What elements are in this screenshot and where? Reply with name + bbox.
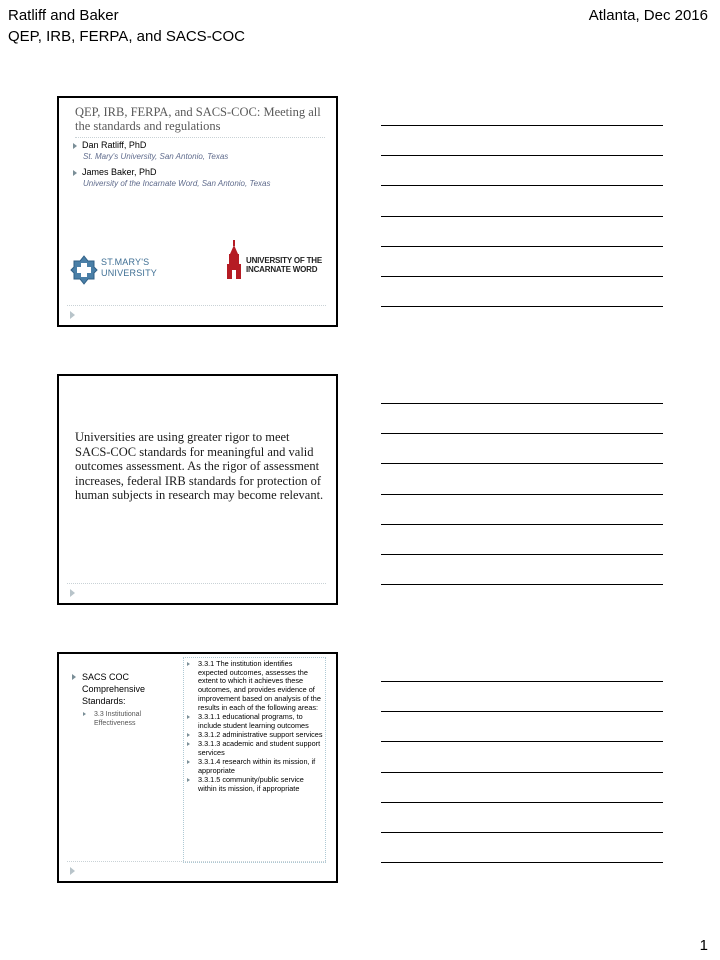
note-line xyxy=(381,772,663,773)
note-line xyxy=(381,276,663,277)
bullet-arrow-icon xyxy=(73,143,77,149)
note-line xyxy=(381,741,663,742)
st-marys-seal-icon xyxy=(70,255,98,285)
note-line xyxy=(381,306,663,307)
slide-1-title: QEP, IRB, FERPA, and SACS-COC: Meeting all the standards and regulations xyxy=(75,105,325,138)
author-affiliation: St. Mary's University, San Antonio, Texas xyxy=(83,152,229,161)
standards-heading-list xyxy=(72,671,177,728)
list-item: 3.3.1.3 academic and student support services xyxy=(186,740,323,757)
note-line xyxy=(381,862,663,863)
uiw-tower-icon xyxy=(224,240,244,280)
slide-footer-divider xyxy=(67,583,326,584)
slide-footer-arrow-icon xyxy=(70,867,75,875)
header-date: Atlanta, Dec 2016 xyxy=(588,7,708,24)
note-line xyxy=(381,802,663,803)
note-line xyxy=(381,246,663,247)
note-line xyxy=(381,681,663,682)
note-line xyxy=(381,524,663,525)
list-item: 3.3.1 The institution identifies expected outcomes, assesses the extent to which it achieves these outcomes, and provides evidence of improvement based on analysis of the results in each of the following areas: xyxy=(186,660,323,712)
slide-footer-divider xyxy=(67,305,326,306)
standards-detail-box xyxy=(183,657,326,863)
header-subtitle: QEP, IRB, FERPA, and SACS-COC xyxy=(8,28,246,45)
author-name: Dan Ratliff, PhD xyxy=(73,140,328,151)
st-marys-line1: ST.MARY'S xyxy=(101,257,150,267)
slide-2 xyxy=(57,374,338,605)
bullet-arrow-icon xyxy=(187,733,190,737)
uiw-logo xyxy=(224,240,334,280)
bullet-arrow-icon xyxy=(187,778,190,782)
note-line xyxy=(381,216,663,217)
slide-3 xyxy=(57,652,338,883)
note-line xyxy=(381,832,663,833)
uiw-line1: UNIVERSITY OF THE xyxy=(246,256,323,265)
author-affiliation: University of the Incarnate Word, San Antonio, Texas xyxy=(83,179,271,188)
list-item: 3.3.1.4 research within its mission, if appropriate xyxy=(186,758,323,775)
author-name: James Baker, PhD xyxy=(73,167,328,178)
page-number: 1 xyxy=(699,937,708,954)
list-item: 3.3.1.2 administrative support services xyxy=(186,731,323,740)
uiw-line2: INCARNATE WORD xyxy=(246,265,318,274)
note-line xyxy=(381,433,663,434)
st-marys-logo xyxy=(70,253,160,287)
list-item: 3.3.1.5 community/public service within its mission, if appropriate xyxy=(186,776,323,793)
bullet-arrow-icon xyxy=(187,742,190,746)
note-line xyxy=(381,584,663,585)
slide-footer-arrow-icon xyxy=(70,311,75,319)
slide-2-body-text: Universities are using greater rigor to meet SACS-COC standards for meaningful and valid outcomes assessment. As the rigor of assessment increases, federal IRB standards for protection of human subjects in research may become relevant. xyxy=(75,430,324,502)
note-line xyxy=(381,403,663,404)
slide-footer-divider xyxy=(67,861,326,862)
bullet-arrow-icon xyxy=(187,715,190,719)
bullet-arrow-icon xyxy=(83,712,86,716)
bullet-arrow-icon xyxy=(72,674,76,680)
bullet-arrow-icon xyxy=(73,170,77,176)
author-list xyxy=(73,140,328,194)
standards-heading: SACS COC Comprehensive Standards: xyxy=(72,671,177,707)
bullet-arrow-icon xyxy=(187,760,190,764)
standards-subheading: 3.3 Institutional Effectiveness xyxy=(72,710,177,728)
note-line xyxy=(381,711,663,712)
note-line xyxy=(381,185,663,186)
note-line xyxy=(381,463,663,464)
list-item: 3.3.1.1 educational programs, to include student learning outcomes xyxy=(186,713,323,730)
note-line xyxy=(381,554,663,555)
header-title: Ratliff and Baker xyxy=(8,7,119,24)
note-line xyxy=(381,494,663,495)
bullet-arrow-icon xyxy=(187,662,190,666)
note-line xyxy=(381,125,663,126)
st-marys-line2: UNIVERSITY xyxy=(101,268,158,278)
note-line xyxy=(381,155,663,156)
slide-1 xyxy=(57,96,338,327)
slide-footer-arrow-icon xyxy=(70,589,75,597)
